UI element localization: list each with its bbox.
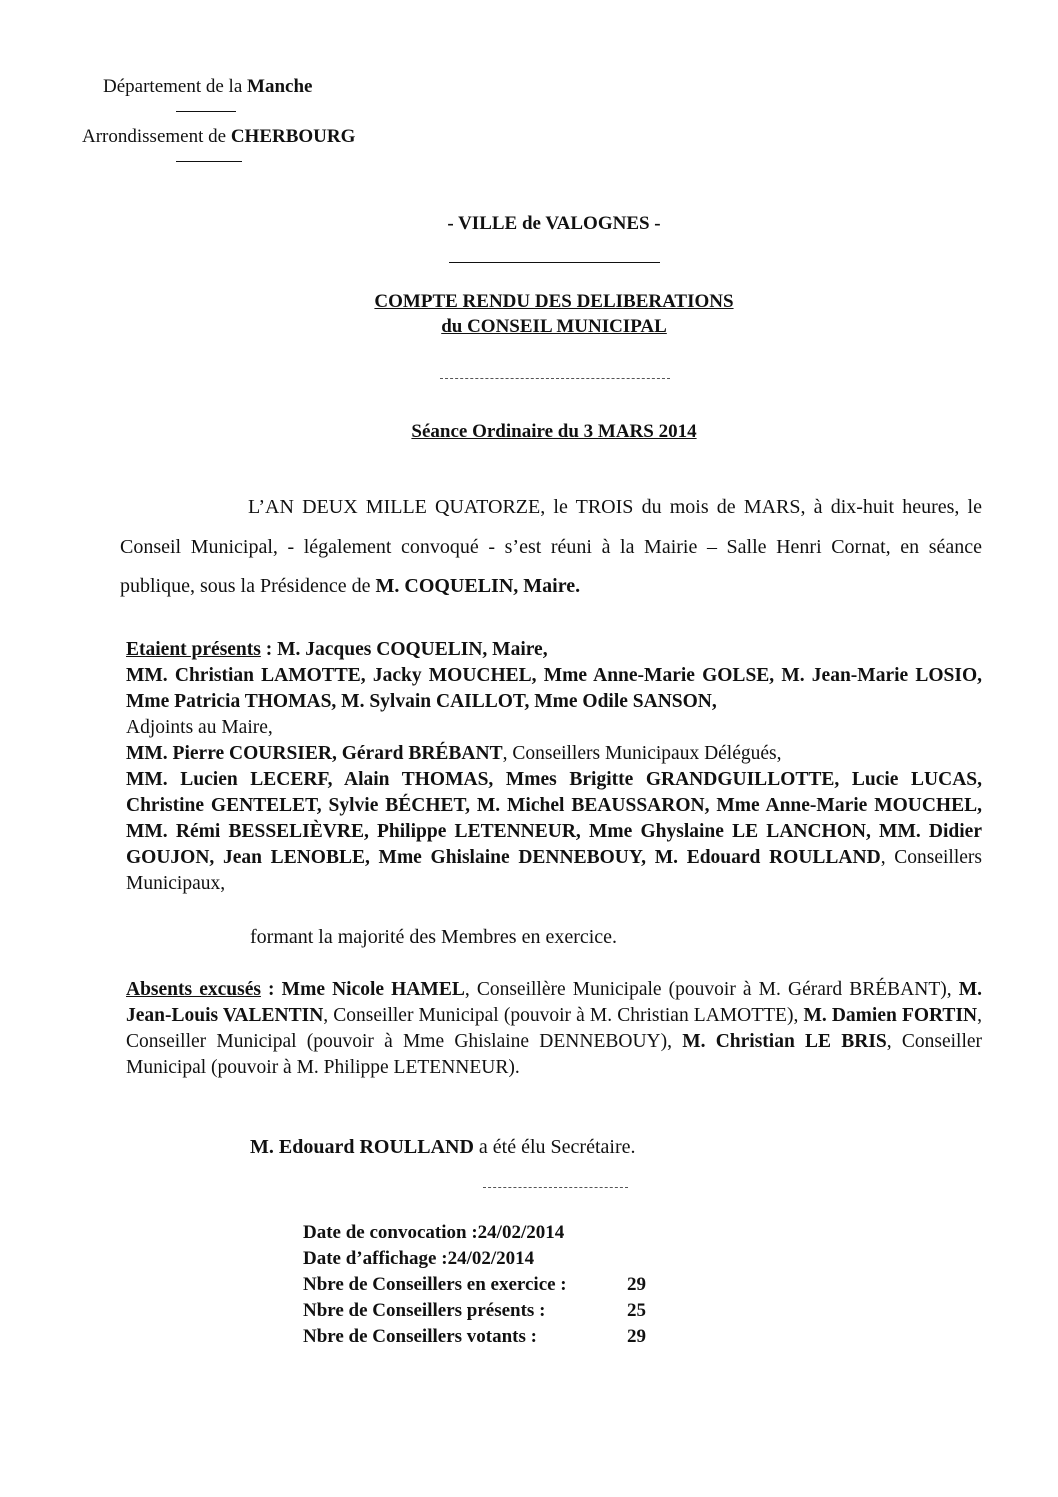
report-title-line1: COMPTE RENDU DES DELIBERATIONS <box>374 291 734 312</box>
absent-2-name: M. Jean-Louis VALENTIN <box>126 979 982 1026</box>
intro-president: M. COQUELIN, Maire. <box>375 575 581 597</box>
stat-label: Date de convocation : <box>303 1222 478 1243</box>
delegues-role: , Conseillers Municipaux Délégués, <box>502 743 782 764</box>
absents-label: Absents excusés <box>126 979 261 1000</box>
header-divider-2 <box>176 161 242 162</box>
arrondissement-name: CHERBOURG <box>230 126 356 147</box>
intro-text: L’AN DEUX MILLE QUATORZE, le TROIS du mois de MARS, à dix-huit heures, le Conseil Municipal, - légalement convoqué - s’est réuni à la Mairie – Salle Henri Cornat, en séance publique, sous la Présidence de <box>120 496 982 597</box>
stat-row <box>303 1324 646 1350</box>
presents-delegues <box>126 741 982 767</box>
secretaire-line <box>250 1136 635 1159</box>
presents-adjoints <box>126 663 982 741</box>
stat-value: 29 <box>627 1326 646 1347</box>
absents-block <box>126 977 982 1081</box>
absent-4-text: , Conseiller Municipal (pouvoir à M. Philippe LETENNEUR). <box>126 1031 983 1078</box>
stat-row <box>303 1298 646 1324</box>
presents-label: Etaient présents <box>126 639 261 660</box>
majorite-line: formant la majorité des Membres en exercice. <box>250 926 618 948</box>
absent-1-text: , Conseillère Municipale (pouvoir à M. Gérard BRÉBANT), <box>464 979 959 1000</box>
absent-2-text: , Conseiller Municipal (pouvoir à M. Christian LAMOTTE), <box>323 1005 804 1026</box>
stat-value: 29 <box>627 1274 646 1295</box>
absent-3-name: M. Damien FORTIN <box>803 1005 978 1026</box>
absents-paragraph <box>126 977 982 1081</box>
presents-conseillers <box>126 767 982 897</box>
stat-label: Nbre de Conseillers votants : <box>303 1326 537 1347</box>
stat-label: Date d’affichage : <box>303 1248 448 1269</box>
stats-block <box>303 1220 646 1350</box>
stat-value: 25 <box>627 1300 646 1321</box>
absent-3-text: , Conseiller Municipal (pouvoir à Mme Ghislaine DENNEBOUY), <box>126 1005 982 1052</box>
dashed-divider-1 <box>440 378 670 379</box>
header-divider-1 <box>176 111 236 112</box>
absent-4-name: M. Christian LE BRIS <box>682 1031 887 1052</box>
dashed-divider-2 <box>483 1187 628 1188</box>
department-name: Manche <box>247 76 313 97</box>
conseillers-names: MM. Lucien LECERF, Alain THOMAS, Mmes Brigitte GRANDGUILLOTTE, Lucie LUCAS, Christine GENTELET, Sylvie BÉCHET, M. Michel BEAUSSARON, Mme Anne-Marie MOUCHEL, MM. Rémi BESSELIÈVRE, Philippe LETENNEUR, Mme Ghyslaine LE LANCHON, MM. Didier GOUJON, Jean LENOBLE, Mme Ghislaine DENNEBOUY, M. Edouard ROULLAND <box>126 769 982 868</box>
arrondissement-line <box>82 126 355 148</box>
town-title: - VILLE de VALOGNES - <box>447 213 661 234</box>
department-prefix: Département de la <box>103 76 248 97</box>
secretaire-text: a été élu Secrétaire. <box>473 1136 636 1158</box>
absents-sep: : <box>260 979 282 1000</box>
stat-row <box>303 1246 646 1272</box>
stat-value: 24/02/2014 <box>477 1222 565 1243</box>
presents-sep: : <box>260 639 278 660</box>
stat-label: Nbre de Conseillers présents : <box>303 1300 546 1321</box>
absent-1-name: Mme Nicole HAMEL <box>281 979 465 1000</box>
delegues-names: MM. Pierre COURSIER, Gérard BRÉBANT <box>126 743 503 764</box>
stat-label: Nbre de Conseillers en exercice : <box>303 1274 567 1295</box>
title-divider <box>449 262 660 263</box>
stat-value: 24/02/2014 <box>447 1248 535 1269</box>
stat-row <box>303 1220 646 1246</box>
presents-block <box>126 637 982 897</box>
report-title-line2: du CONSEIL MUNICIPAL <box>441 316 667 337</box>
secretaire-name: M. Edouard ROULLAND <box>250 1136 474 1158</box>
presents-maire: M. Jacques COQUELIN, Maire, <box>277 639 548 660</box>
conseillers-role: , Conseillers Municipaux, <box>126 847 982 894</box>
adjoints-names: MM. Christian LAMOTTE, Jacky MOUCHEL, Mme Anne-Marie GOLSE, M. Jean-Marie LOSIO, Mme Patricia THOMAS, M. Sylvain CAILLOT, Mme Odile SANSON, <box>126 665 982 712</box>
presents-maire-line <box>126 637 982 663</box>
arrondissement-prefix: Arrondissement de <box>82 126 231 147</box>
session-title: Séance Ordinaire du 3 MARS 2014 <box>411 421 697 442</box>
department-line <box>103 76 312 98</box>
stat-row <box>303 1272 646 1298</box>
intro-paragraph <box>120 488 982 607</box>
adjoints-role: Adjoints au Maire, <box>126 717 273 738</box>
